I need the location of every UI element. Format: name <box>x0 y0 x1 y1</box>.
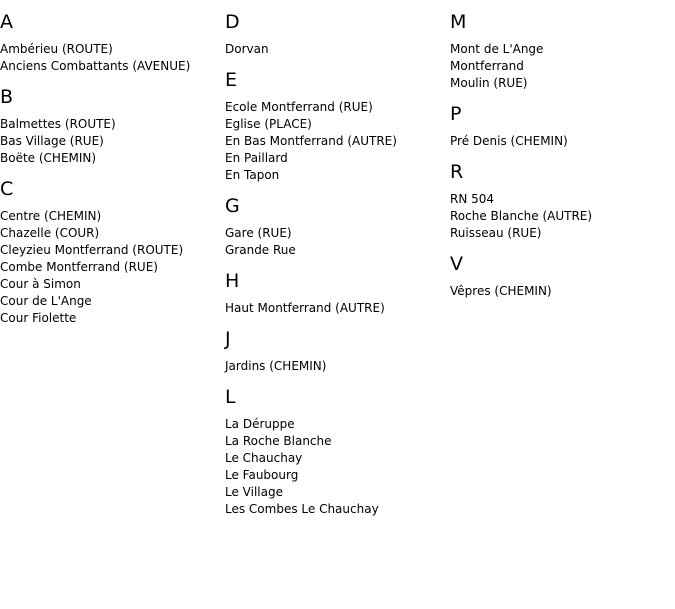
index-column-3 <box>450 0 675 308</box>
index-column-2 <box>225 0 450 526</box>
section-letter-heading: A <box>0 11 13 33</box>
street-list <box>0 116 225 167</box>
street-list <box>0 208 225 327</box>
street-link[interactable]: Ecole Montferrand (RUE) <box>225 100 373 114</box>
street-link[interactable]: Eglise (PLACE) <box>225 117 312 131</box>
street-link[interactable]: Ruisseau (RUE) <box>450 226 542 240</box>
street-link[interactable]: Boëte (CHEMIN) <box>0 151 97 165</box>
street-link[interactable]: Chazelle (COUR) <box>0 226 100 240</box>
street-link[interactable]: Bas Village (RUE) <box>0 134 104 148</box>
street-list <box>225 99 450 184</box>
street-link[interactable]: Le Chauchay <box>225 451 303 465</box>
street-link[interactable]: Les Combes Le Chauchay <box>225 502 379 516</box>
letter-section <box>225 195 450 259</box>
street-link[interactable]: RN 504 <box>450 192 495 206</box>
letter-section <box>450 11 675 92</box>
street-link[interactable]: Combe Montferrand (RUE) <box>0 260 158 274</box>
street-link[interactable]: La Roche Blanche <box>225 434 332 448</box>
street-link[interactable]: Cour à Simon <box>0 277 81 291</box>
street-list <box>225 358 450 375</box>
section-letter-heading: L <box>225 386 236 408</box>
letter-section <box>225 386 450 518</box>
street-link[interactable]: Gare (RUE) <box>225 226 292 240</box>
section-letter-heading: M <box>450 11 467 33</box>
street-link[interactable]: Le Faubourg <box>225 468 299 482</box>
street-link[interactable]: Le Village <box>225 485 283 499</box>
section-letter-heading: H <box>225 270 240 292</box>
street-link[interactable]: Anciens Combattants (AVENUE) <box>0 59 191 73</box>
street-link[interactable]: Cour de L'Ange <box>0 294 92 308</box>
street-link[interactable]: Pré Denis (CHEMIN) <box>450 134 568 148</box>
section-letter-heading: V <box>450 253 463 275</box>
letter-section <box>450 161 675 242</box>
street-link[interactable]: Haut Montferrand (AUTRE) <box>225 301 385 315</box>
letter-section <box>0 11 225 75</box>
street-link[interactable]: Cour Fiolette <box>0 311 77 325</box>
index-column-1 <box>0 0 225 335</box>
street-link[interactable]: En Paillard <box>225 151 288 165</box>
street-link[interactable]: Jardins (CHEMIN) <box>225 359 327 373</box>
section-letter-heading: G <box>225 195 240 217</box>
section-letter-heading: R <box>450 161 464 183</box>
street-link[interactable]: Roche Blanche (AUTRE) <box>450 209 593 223</box>
street-list <box>225 300 450 317</box>
letter-section <box>0 178 225 327</box>
letter-section <box>225 11 450 58</box>
street-link[interactable]: En Tapon <box>225 168 280 182</box>
letter-section <box>225 69 450 184</box>
street-link[interactable]: Vêpres (CHEMIN) <box>450 284 552 298</box>
street-link[interactable]: Ambérieu (ROUTE) <box>0 42 113 56</box>
street-link[interactable]: Mont de L'Ange <box>450 42 544 56</box>
street-list <box>450 283 675 300</box>
letter-section <box>225 270 450 317</box>
section-letter-heading: E <box>225 69 238 91</box>
section-letter-heading: C <box>0 178 14 200</box>
letter-section <box>450 253 675 300</box>
street-list <box>450 41 675 92</box>
letter-section <box>225 328 450 375</box>
street-link[interactable]: Dorvan <box>225 42 269 56</box>
street-link[interactable]: Balmettes (ROUTE) <box>0 117 116 131</box>
street-list <box>225 41 450 58</box>
street-list <box>0 41 225 75</box>
street-list <box>450 191 675 242</box>
street-link[interactable]: Moulin (RUE) <box>450 76 528 90</box>
street-link[interactable]: Montferrand <box>450 59 524 73</box>
section-letter-heading: D <box>225 11 240 33</box>
section-letter-heading: J <box>225 328 231 350</box>
street-link[interactable]: Cleyzieu Montferrand (ROUTE) <box>0 243 184 257</box>
street-list <box>225 416 450 518</box>
street-link[interactable]: Centre (CHEMIN) <box>0 209 102 223</box>
street-link[interactable]: Grande Rue <box>225 243 296 257</box>
street-link[interactable]: En Bas Montferrand (AUTRE) <box>225 134 397 148</box>
street-link[interactable]: La Déruppe <box>225 417 295 431</box>
letter-section <box>450 103 675 150</box>
street-list <box>450 133 675 150</box>
section-letter-heading: P <box>450 103 462 125</box>
street-list <box>225 225 450 259</box>
letter-section <box>0 86 225 167</box>
section-letter-heading: B <box>0 86 14 108</box>
